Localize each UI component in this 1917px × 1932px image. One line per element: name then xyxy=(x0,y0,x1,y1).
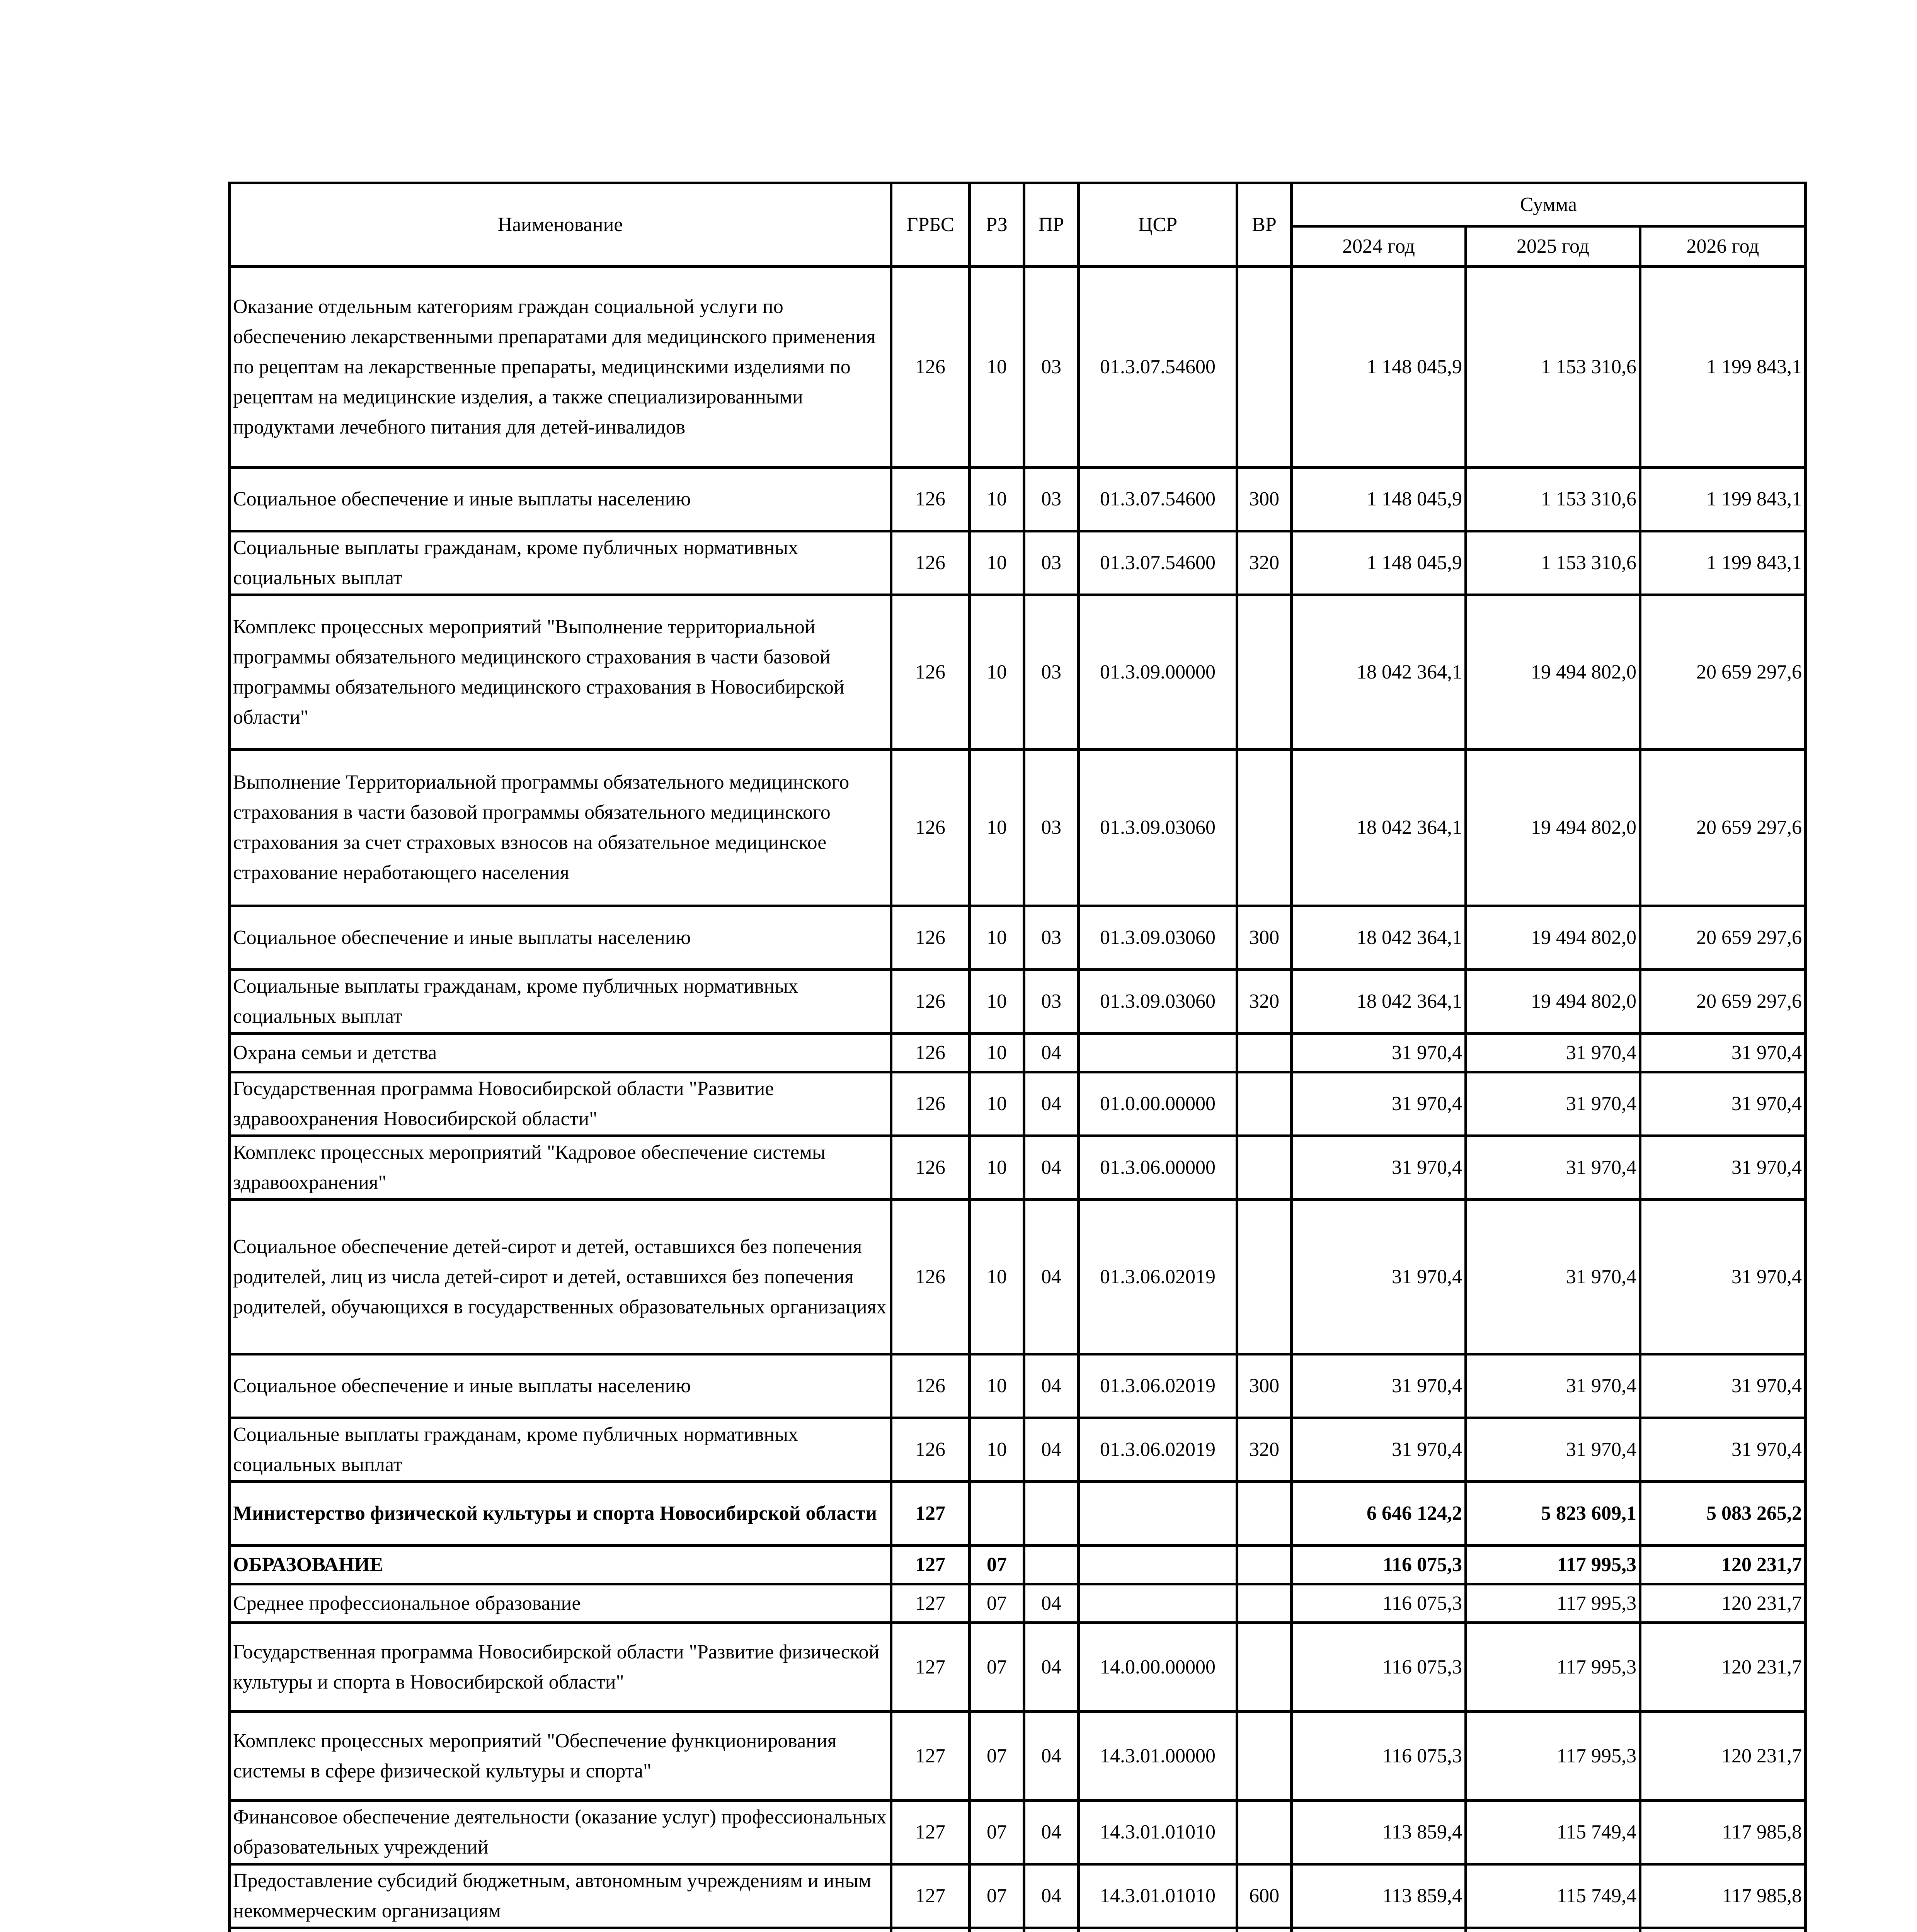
row-sum-2024: 116 075,3 xyxy=(1292,1546,1466,1584)
row-grbs: 127 xyxy=(891,1584,970,1623)
header-sum: Сумма xyxy=(1292,183,1806,226)
row-sum-2024: 31 970,4 xyxy=(1292,1200,1466,1354)
row-rz: 07 xyxy=(970,1864,1024,1928)
table-row xyxy=(230,1546,1806,1584)
row-vr: 600 xyxy=(1237,1864,1292,1928)
row-sum-2025: 31 970,4 xyxy=(1466,1200,1640,1354)
row-sum-2026: 31 970,4 xyxy=(1640,1136,1806,1200)
row-sum-2024: 31 970,4 xyxy=(1292,1136,1466,1200)
header-rz: РЗ xyxy=(970,183,1024,267)
row-vr xyxy=(1237,1482,1292,1546)
row-name: Социальное обеспечение и иные выплаты населению xyxy=(230,468,891,531)
row-pr: 03 xyxy=(1024,468,1079,531)
row-rz xyxy=(970,1482,1024,1546)
row-sum-2025: 115 749,4 xyxy=(1466,1864,1640,1928)
row-pr: 04 xyxy=(1024,1801,1079,1864)
budget-table xyxy=(228,182,1807,1932)
row-vr xyxy=(1237,750,1292,906)
row-name: Социальные выплаты гражданам, кроме публичных нормативных социальных выплат xyxy=(230,531,891,595)
row-sum-2025: 5 823 609,1 xyxy=(1466,1482,1640,1546)
row-sum-2026: 120 231,7 xyxy=(1640,1712,1806,1801)
row-pr: 04 xyxy=(1024,1623,1079,1712)
row-grbs: 126 xyxy=(891,531,970,595)
row-vr xyxy=(1237,1034,1292,1072)
row-grbs: 127 xyxy=(891,1482,970,1546)
row-vr xyxy=(1237,1136,1292,1200)
row-rz: 07 xyxy=(970,1623,1024,1712)
header-year-2024: 2024 год xyxy=(1292,226,1466,267)
row-vr: 300 xyxy=(1237,1354,1292,1418)
row-vr: 320 xyxy=(1237,531,1292,595)
row-csr: 01.3.06.02019 xyxy=(1079,1354,1237,1418)
table-row xyxy=(230,1584,1806,1623)
row-name: Охрана семьи и детства xyxy=(230,1034,891,1072)
row-grbs: 126 xyxy=(891,750,970,906)
row-sum-2025: 19 494 802,0 xyxy=(1466,595,1640,750)
header-year-2025: 2025 год xyxy=(1466,226,1640,267)
row-pr: 04 xyxy=(1024,1354,1079,1418)
row-grbs: 126 xyxy=(891,1072,970,1136)
row-name: Комплекс процессных мероприятий "Кадровое обеспечение системы здравоохранения" xyxy=(230,1136,891,1200)
row-sum-2024: 31 970,4 xyxy=(1292,1072,1466,1136)
table-row xyxy=(230,595,1806,750)
table-row xyxy=(230,906,1806,970)
row-sum-2025: 1 153 310,6 xyxy=(1466,468,1640,531)
row-sum-2024: 18 042 364,1 xyxy=(1292,970,1466,1034)
row-rz xyxy=(970,1928,1024,1932)
row-rz: 10 xyxy=(970,1136,1024,1200)
row-name: Финансовое обеспечение деятельности (оказание услуг) профессиональных образовательных учреждений xyxy=(230,1801,891,1864)
header-grbs: ГРБС xyxy=(891,183,970,267)
row-sum-2026 xyxy=(1640,1928,1806,1932)
table-body xyxy=(230,267,1806,1932)
table-row xyxy=(230,1712,1806,1801)
row-grbs: 126 xyxy=(891,595,970,750)
row-sum-2024: 18 042 364,1 xyxy=(1292,595,1466,750)
row-pr: 04 xyxy=(1024,1418,1079,1482)
row-vr xyxy=(1237,1546,1292,1584)
row-sum-2025: 19 494 802,0 xyxy=(1466,970,1640,1034)
row-vr xyxy=(1237,1584,1292,1623)
row-name: Комплекс процессных мероприятий "Обеспечение функционирования системы в сфере физической культуры и спорта" xyxy=(230,1712,891,1801)
row-grbs: 127 xyxy=(891,1801,970,1864)
row-sum-2026: 117 985,8 xyxy=(1640,1864,1806,1928)
row-sum-2024: 116 075,3 xyxy=(1292,1712,1466,1801)
row-sum-2026: 20 659 297,6 xyxy=(1640,595,1806,750)
table-row xyxy=(230,1072,1806,1136)
row-vr xyxy=(1237,1072,1292,1136)
row-sum-2026: 20 659 297,6 xyxy=(1640,750,1806,906)
row-sum-2025: 31 970,4 xyxy=(1466,1034,1640,1072)
row-grbs: 127 xyxy=(891,1546,970,1584)
row-sum-2025: 117 995,3 xyxy=(1466,1623,1640,1712)
row-vr xyxy=(1237,1928,1292,1932)
row-sum-2024: 116 075,3 xyxy=(1292,1623,1466,1712)
row-pr: 04 xyxy=(1024,1584,1079,1623)
row-sum-2026: 1 199 843,1 xyxy=(1640,468,1806,531)
row-grbs: 126 xyxy=(891,1418,970,1482)
row-csr xyxy=(1079,1546,1237,1584)
row-vr xyxy=(1237,1801,1292,1864)
row-sum-2024: 1 148 045,9 xyxy=(1292,468,1466,531)
row-sum-2025 xyxy=(1466,1928,1640,1932)
row-name: Оказание отдельным категориям граждан социальной услуги по обеспечению лекарственными препаратами для медицинского применения по рецептам на лекарственные препараты, медицинскими изделиями по рецептам на медицинские изделия, а также специализированными продуктами лечебного питания для детей-инвалидов xyxy=(230,267,891,468)
row-csr xyxy=(1079,1584,1237,1623)
row-sum-2026: 1 199 843,1 xyxy=(1640,531,1806,595)
row-grbs: 126 xyxy=(891,468,970,531)
row-name xyxy=(230,1928,891,1932)
row-pr xyxy=(1024,1928,1079,1932)
row-pr: 03 xyxy=(1024,595,1079,750)
row-rz: 10 xyxy=(970,267,1024,468)
row-sum-2025: 19 494 802,0 xyxy=(1466,750,1640,906)
row-sum-2024: 31 970,4 xyxy=(1292,1034,1466,1072)
row-sum-2025: 117 995,3 xyxy=(1466,1546,1640,1584)
header-year-2026: 2026 год xyxy=(1640,226,1806,267)
row-pr xyxy=(1024,1482,1079,1546)
table-row xyxy=(230,1801,1806,1864)
row-sum-2024: 1 148 045,9 xyxy=(1292,267,1466,468)
row-name: Социальное обеспечение и иные выплаты населению xyxy=(230,1354,891,1418)
row-sum-2025: 117 995,3 xyxy=(1466,1712,1640,1801)
row-sum-2024: 6 646 124,2 xyxy=(1292,1482,1466,1546)
row-sum-2025: 1 153 310,6 xyxy=(1466,531,1640,595)
row-sum-2024: 1 148 045,9 xyxy=(1292,531,1466,595)
row-sum-2024 xyxy=(1292,1928,1466,1932)
row-sum-2026: 120 231,7 xyxy=(1640,1623,1806,1712)
row-rz: 10 xyxy=(970,468,1024,531)
table-row xyxy=(230,1200,1806,1354)
row-rz: 10 xyxy=(970,1200,1024,1354)
row-name: ОБРАЗОВАНИЕ xyxy=(230,1546,891,1584)
row-vr: 300 xyxy=(1237,906,1292,970)
row-sum-2026: 120 231,7 xyxy=(1640,1584,1806,1623)
table-row xyxy=(230,1864,1806,1928)
table-row xyxy=(230,750,1806,906)
row-vr xyxy=(1237,595,1292,750)
row-grbs: 127 xyxy=(891,1623,970,1712)
table-header xyxy=(230,183,1806,267)
row-pr: 04 xyxy=(1024,1034,1079,1072)
row-grbs: 126 xyxy=(891,1354,970,1418)
row-name: Государственная программа Новосибирской области "Развитие здравоохранения Новосибирской области" xyxy=(230,1072,891,1136)
row-grbs: 126 xyxy=(891,267,970,468)
row-rz: 10 xyxy=(970,1354,1024,1418)
row-vr xyxy=(1237,1712,1292,1801)
row-rz: 07 xyxy=(970,1584,1024,1623)
row-sum-2025: 115 749,4 xyxy=(1466,1801,1640,1864)
row-vr xyxy=(1237,1623,1292,1712)
row-name: Государственная программа Новосибирской области "Развитие физической культуры и спорта в Новосибирской области" xyxy=(230,1623,891,1712)
row-grbs: 126 xyxy=(891,1136,970,1200)
row-grbs: 126 xyxy=(891,1200,970,1354)
table-row xyxy=(230,468,1806,531)
row-name: Социальные выплаты гражданам, кроме публичных нормативных социальных выплат xyxy=(230,970,891,1034)
row-sum-2025: 19 494 802,0 xyxy=(1466,906,1640,970)
row-csr xyxy=(1079,1928,1237,1932)
row-grbs: 127 xyxy=(891,1712,970,1801)
row-rz: 07 xyxy=(970,1546,1024,1584)
header-pr: ПР xyxy=(1024,183,1079,267)
row-sum-2024: 18 042 364,1 xyxy=(1292,906,1466,970)
row-grbs: 127 xyxy=(891,1864,970,1928)
row-sum-2025: 31 970,4 xyxy=(1466,1136,1640,1200)
row-pr: 04 xyxy=(1024,1136,1079,1200)
row-rz: 10 xyxy=(970,595,1024,750)
row-sum-2024: 18 042 364,1 xyxy=(1292,750,1466,906)
row-name: Выполнение Территориальной программы обязательного медицинского страхования в части базовой программы обязательного медицинского страхования за счет страховых взносов на обязательное медицинское страхование неработающего населения xyxy=(230,750,891,906)
row-grbs: 126 xyxy=(891,970,970,1034)
row-pr: 03 xyxy=(1024,750,1079,906)
row-rz: 10 xyxy=(970,1072,1024,1136)
row-vr: 300 xyxy=(1237,468,1292,531)
table-row xyxy=(230,970,1806,1034)
row-pr: 03 xyxy=(1024,267,1079,468)
row-sum-2025: 31 970,4 xyxy=(1466,1072,1640,1136)
row-sum-2026: 1 199 843,1 xyxy=(1640,267,1806,468)
row-csr xyxy=(1079,1482,1237,1546)
row-sum-2025: 31 970,4 xyxy=(1466,1418,1640,1482)
row-name: Социальное обеспечение детей-сирот и детей, оставшихся без попечения родителей, лиц из числа детей-сирот и детей, оставшихся без попечения родителей, обучающихся в государственных образовательных организациях xyxy=(230,1200,891,1354)
header-csr: ЦСР xyxy=(1079,183,1237,267)
row-sum-2025: 1 153 310,6 xyxy=(1466,267,1640,468)
row-sum-2026: 120 231,7 xyxy=(1640,1546,1806,1584)
row-sum-2024: 113 859,4 xyxy=(1292,1801,1466,1864)
table-row xyxy=(230,1354,1806,1418)
row-name: Комплекс процессных мероприятий "Выполнение территориальной программы обязательного медицинского страхования в части базовой программы обязательного медицинского страхования в Новосибирской области" xyxy=(230,595,891,750)
row-sum-2024: 31 970,4 xyxy=(1292,1354,1466,1418)
row-name: Социальное обеспечение и иные выплаты населению xyxy=(230,906,891,970)
row-csr: 01.3.06.02019 xyxy=(1079,1418,1237,1482)
row-rz: 10 xyxy=(970,531,1024,595)
row-sum-2026: 20 659 297,6 xyxy=(1640,970,1806,1034)
row-pr xyxy=(1024,1546,1079,1584)
table-row xyxy=(230,1623,1806,1712)
row-rz: 07 xyxy=(970,1712,1024,1801)
row-sum-2026: 31 970,4 xyxy=(1640,1200,1806,1354)
table-row xyxy=(230,1482,1806,1546)
row-name: Среднее профессиональное образование xyxy=(230,1584,891,1623)
row-pr: 03 xyxy=(1024,970,1079,1034)
table-row xyxy=(230,267,1806,468)
row-sum-2026: 5 083 265,2 xyxy=(1640,1482,1806,1546)
row-sum-2024: 31 970,4 xyxy=(1292,1418,1466,1482)
row-name: Социальные выплаты гражданам, кроме публичных нормативных социальных выплат xyxy=(230,1418,891,1482)
row-rz: 10 xyxy=(970,1418,1024,1482)
row-sum-2026: 31 970,4 xyxy=(1640,1418,1806,1482)
row-rz: 10 xyxy=(970,750,1024,906)
table-row xyxy=(230,531,1806,595)
row-csr: 01.3.09.00000 xyxy=(1079,595,1237,750)
row-csr: 01.3.09.03060 xyxy=(1079,906,1237,970)
header-vr: ВР xyxy=(1237,183,1292,267)
row-grbs: 126 xyxy=(891,906,970,970)
row-vr xyxy=(1237,267,1292,468)
row-rz: 10 xyxy=(970,906,1024,970)
row-pr: 04 xyxy=(1024,1072,1079,1136)
row-pr: 04 xyxy=(1024,1864,1079,1928)
row-pr: 04 xyxy=(1024,1712,1079,1801)
row-csr: 01.3.07.54600 xyxy=(1079,468,1237,531)
row-csr: 14.3.01.01010 xyxy=(1079,1801,1237,1864)
row-csr: 14.3.01.00000 xyxy=(1079,1712,1237,1801)
row-csr: 01.0.00.00000 xyxy=(1079,1072,1237,1136)
table-row xyxy=(230,1928,1806,1932)
table-row xyxy=(230,1418,1806,1482)
row-vr: 320 xyxy=(1237,970,1292,1034)
row-csr: 01.3.06.02019 xyxy=(1079,1200,1237,1354)
row-csr: 01.3.09.03060 xyxy=(1079,750,1237,906)
row-sum-2026: 31 970,4 xyxy=(1640,1354,1806,1418)
row-csr xyxy=(1079,1034,1237,1072)
header-name: Наименование xyxy=(230,183,891,267)
row-sum-2024: 113 859,4 xyxy=(1292,1864,1466,1928)
row-sum-2024: 116 075,3 xyxy=(1292,1584,1466,1623)
row-csr: 01.3.07.54600 xyxy=(1079,267,1237,468)
row-vr xyxy=(1237,1200,1292,1354)
row-csr: 01.3.09.03060 xyxy=(1079,970,1237,1034)
row-csr: 14.3.01.01010 xyxy=(1079,1864,1237,1928)
row-sum-2026: 31 970,4 xyxy=(1640,1072,1806,1136)
row-sum-2026: 31 970,4 xyxy=(1640,1034,1806,1072)
row-csr: 01.3.07.54600 xyxy=(1079,531,1237,595)
row-name: Министерство физической культуры и спорта Новосибирской области xyxy=(230,1482,891,1546)
row-csr: 14.0.00.00000 xyxy=(1079,1623,1237,1712)
row-vr: 320 xyxy=(1237,1418,1292,1482)
row-pr: 03 xyxy=(1024,906,1079,970)
table-row xyxy=(230,1136,1806,1200)
row-rz: 10 xyxy=(970,1034,1024,1072)
row-pr: 04 xyxy=(1024,1200,1079,1354)
row-name: Предоставление субсидий бюджетным, автономным учреждениям и иным некоммерческим организациям xyxy=(230,1864,891,1928)
row-grbs xyxy=(891,1928,970,1932)
row-pr: 03 xyxy=(1024,531,1079,595)
row-sum-2025: 31 970,4 xyxy=(1466,1354,1640,1418)
row-sum-2026: 117 985,8 xyxy=(1640,1801,1806,1864)
row-rz: 07 xyxy=(970,1801,1024,1864)
table-row xyxy=(230,1034,1806,1072)
row-sum-2026: 20 659 297,6 xyxy=(1640,906,1806,970)
row-grbs: 126 xyxy=(891,1034,970,1072)
row-csr: 01.3.06.00000 xyxy=(1079,1136,1237,1200)
row-rz: 10 xyxy=(970,970,1024,1034)
row-sum-2025: 117 995,3 xyxy=(1466,1584,1640,1623)
